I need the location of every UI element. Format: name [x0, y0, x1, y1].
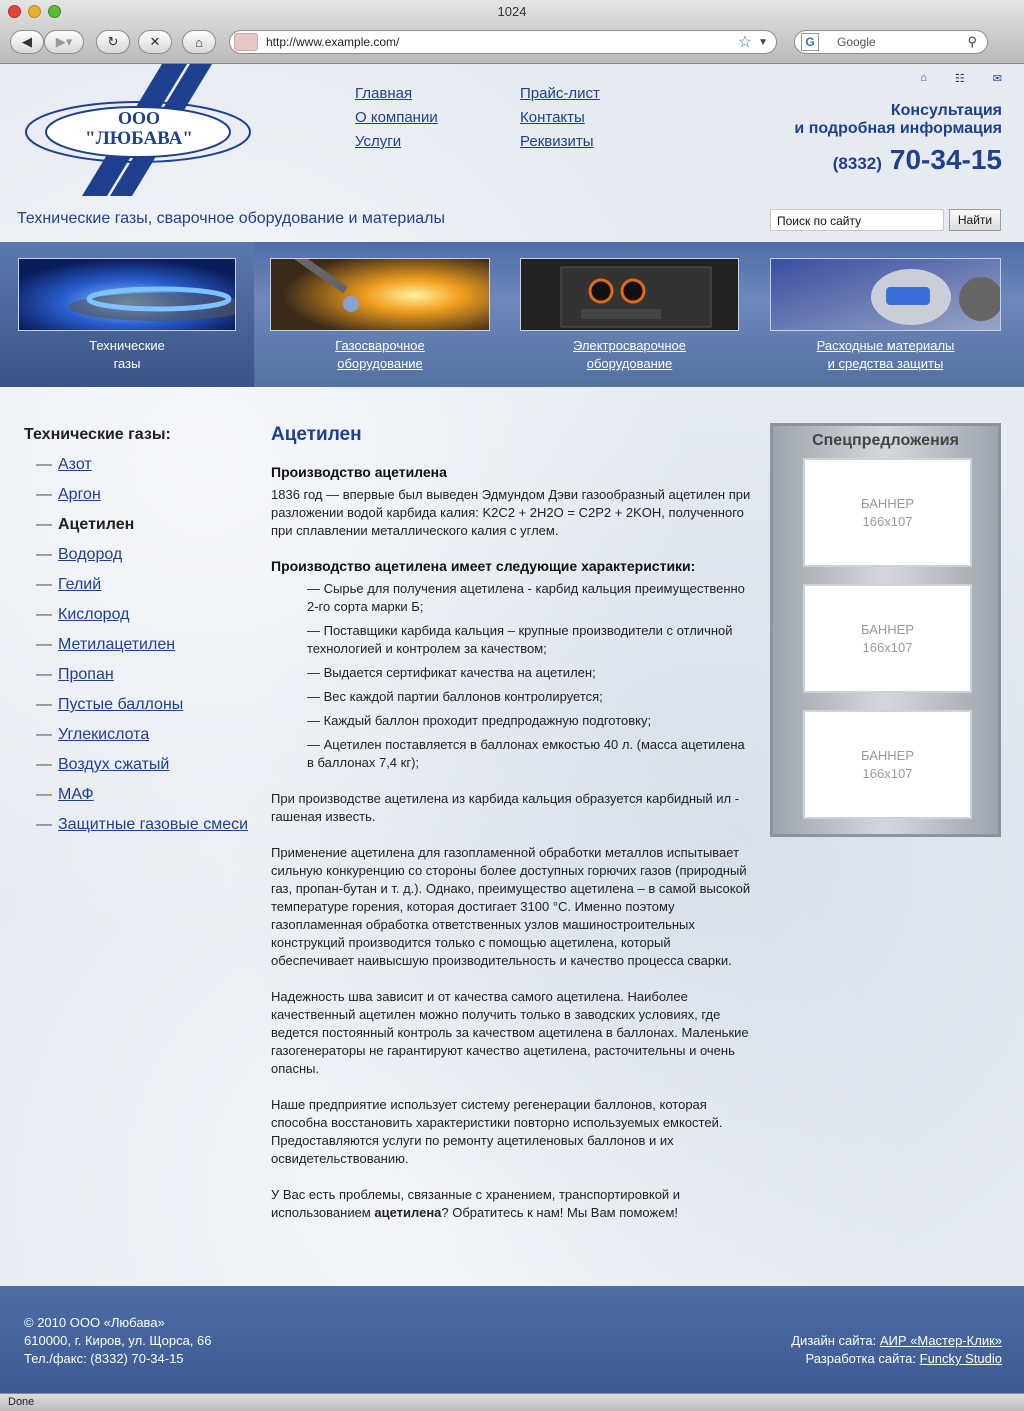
section-heading-characteristics: Производство ацетилена имеет следующие характеристики: — [271, 558, 696, 574]
banner-size: 166x107 — [862, 513, 913, 529]
article-paragraph-cta — [271, 1186, 755, 1222]
sidebar-item[interactable]: — Аргон — [36, 486, 101, 503]
footer-address: 610000, г. Киров, ул. Щорса, 66 — [24, 1333, 212, 1348]
address-input[interactable]: http://www.example.com/ — [266, 35, 400, 49]
home-icon: ⌂ — [195, 34, 203, 50]
banner-size: 166x107 — [862, 639, 913, 655]
sidebar-link[interactable]: Защитные газовые смеси — [58, 816, 249, 833]
nav-link-pricelist[interactable]: Прайс-лист — [520, 85, 600, 102]
back-button[interactable] — [10, 30, 44, 54]
cta-text-end: ? Обратитесь к нам! Мы Вам поможем! — [441, 1205, 678, 1220]
gas-welding-image — [270, 258, 490, 331]
category-gas-welding[interactable] — [270, 258, 490, 373]
sidebar-title: Технические газы: — [24, 426, 171, 443]
sidebar-item[interactable]: — Защитные газовые смеси — [36, 816, 249, 833]
sidebar-link[interactable]: Гелий — [58, 576, 102, 593]
list-item: — Выдается сертификат качества на ацетилен; — [307, 665, 596, 680]
status-bar: Done — [0, 1393, 1024, 1411]
sidebar-list — [36, 456, 248, 846]
sidebar-link-active: Ацетилен — [58, 516, 135, 533]
design-label: Дизайн сайта: — [791, 1333, 877, 1348]
banner-slot[interactable] — [803, 710, 972, 819]
sidebar-item[interactable]: — Пустые баллоны — [36, 696, 184, 713]
list-item: — Ацетилен поставляется в баллонах емкостью 40 л. (масса ацетилена в баллонах 7,4 кг); — [307, 737, 745, 770]
company-logo[interactable] — [22, 64, 258, 196]
web-page — [0, 64, 1024, 1393]
site-tagline: Технические газы, сварочное оборудование и материалы — [17, 210, 445, 227]
sidebar-item[interactable]: — Кислород — [36, 606, 130, 623]
article-paragraph: При производстве ацетилена из карбида кальция образуется карбидный ил - гашеная известь. — [271, 791, 740, 824]
sidebar-item[interactable]: — Водород — [36, 546, 123, 563]
list-item: — Каждый баллон проходит предпродажную подготовку; — [307, 713, 652, 728]
banner-slot[interactable] — [803, 584, 972, 693]
category-line-1: Расходные материалы — [816, 338, 955, 353]
banner-label: БАННЕР — [860, 747, 915, 763]
stop-button[interactable] — [138, 30, 172, 54]
sidebar-link[interactable]: Воздух сжатый — [58, 756, 170, 773]
consult-line-1: Консультация — [890, 102, 1002, 119]
reload-button[interactable] — [96, 30, 130, 54]
nav-link-about[interactable]: О компании — [355, 109, 438, 126]
site-search-input[interactable]: Поиск по сайту — [770, 209, 944, 231]
nav-link-contacts[interactable]: Контакты — [520, 109, 585, 126]
category-line-2: оборудование — [337, 356, 423, 371]
sidebar-link[interactable]: МАФ — [58, 786, 94, 803]
category-line-1: Газосварочное — [335, 338, 425, 353]
footer-credits — [791, 1332, 1002, 1368]
article-title: Ацетилен — [271, 424, 362, 445]
forward-button[interactable] — [44, 30, 84, 54]
sidebar-item[interactable]: — МАФ — [36, 786, 94, 803]
category-label-electric-welding[interactable] — [520, 337, 739, 373]
back-arrow-icon: ◀ — [22, 34, 32, 49]
article — [271, 424, 755, 1240]
reload-icon: ↻ — [107, 34, 119, 49]
google-icon[interactable]: G — [801, 33, 819, 51]
sidebar-link[interactable]: Пустые баллоны — [58, 696, 184, 713]
sidebar-item[interactable]: — Углекислота — [36, 726, 150, 743]
banner-size: 166x107 — [862, 765, 913, 781]
sidebar-link[interactable]: Пропан — [58, 666, 114, 683]
logo-line1: ООО — [117, 108, 161, 128]
article-paragraph: 1836 год — впервые был выведен Эдмундом Дэви газообразный ацетилен при разложении водой карбида калия: K2C2 + 2H2O = C2P2 + 2KOH, полученного при сплавлении металлического калия с углем. — [271, 487, 751, 538]
footer-phone: Тел./факс: (8332) 70-34-15 — [24, 1351, 184, 1366]
category-line-1: Технические — [89, 338, 165, 353]
welding-mask-image — [770, 258, 1001, 331]
consult-line-2: и подробная информация — [794, 120, 1002, 137]
sidebar-item[interactable]: — Гелий — [36, 576, 102, 593]
consultation-heading — [794, 102, 1002, 138]
phone-number: 70-34-15 — [889, 144, 1002, 175]
category-line-1: Электросварочное — [572, 338, 687, 353]
article-paragraph: Применение ацетилена для газопламенной обработки металлов испытывает сильную конкуренцию со стороны более доступных горючих газов (природный газ, пропан-бутан и т. д.). Однако, преимущество ацетилена – в самой высокой температуре горения, которая достигает 3100 °С. Именно поэтому газопламенная обработка ответственных узлов машиностроительных конструкций производится только с помощью ацетилена, который обеспечивает наивысшую производительность и качество процесса сварки. — [271, 845, 751, 968]
logo-line2: "ЛЮБАВА" — [85, 128, 193, 149]
sidebar-item[interactable]: — Метилацетилен — [36, 636, 176, 653]
section-heading-production: Производство ацетилена — [271, 464, 447, 480]
category-line-2: и средства защиты — [827, 356, 944, 371]
bookmark-star-icon[interactable]: ☆ — [737, 34, 753, 51]
list-item: — Сырье для получения ацетилена - карбид кальция преимущественно 2-го сорта марки Б; — [307, 581, 745, 614]
phone-code: (8332) — [832, 154, 882, 173]
sidebar-item[interactable]: — Пропан — [36, 666, 114, 683]
sidebar-link[interactable]: Метилацетилен — [58, 636, 176, 653]
top-nav-column-1 — [355, 82, 438, 154]
home-icon[interactable]: ⌂ — [920, 72, 927, 84]
search-icon[interactable]: ⚲ — [967, 34, 977, 49]
page-footer — [0, 1286, 1024, 1393]
sidebar-link[interactable]: Аргон — [58, 486, 101, 503]
forward-arrow-icon: ▶▾ — [55, 34, 73, 49]
design-credit-link[interactable]: АИР «Мастер-Клик» — [879, 1333, 1002, 1348]
sidebar-link[interactable]: Кислород — [58, 606, 130, 623]
mail-icon[interactable]: ✉ — [992, 73, 1002, 85]
category-technical-gases[interactable] — [18, 258, 236, 373]
banner-label: БАННЕР — [860, 621, 915, 637]
category-electric-welding[interactable] — [520, 258, 739, 373]
category-consumables[interactable] — [770, 258, 1001, 373]
article-paragraph: Наше предприятие использует систему регенерации баллонов, которая способна восстановить характеристики повторно используемых емкостей. Предоставляются услуги по ремонту ацетиленовых баллонов и их освидетельствованию. — [271, 1097, 723, 1166]
category-line-2: газы — [113, 356, 141, 371]
banner-slot[interactable] — [803, 458, 972, 567]
browser-chrome — [0, 0, 1024, 64]
window-title: 1024 — [497, 4, 527, 19]
sidebar-item-active: — Ацетилен — [36, 516, 135, 533]
banner-label: БАННЕР — [860, 495, 915, 511]
sidebar-item[interactable]: — Воздух сжатый — [36, 756, 170, 773]
special-offers-title: Спецпредложения — [812, 432, 959, 449]
sidebar-link[interactable]: Водород — [58, 546, 123, 563]
favicon-icon — [234, 33, 258, 51]
address-bar[interactable] — [229, 30, 777, 54]
electric-welding-image — [520, 258, 739, 331]
browser-search-input[interactable]: Google — [837, 35, 876, 49]
special-offers-panel — [770, 423, 1001, 837]
header-tool-icons — [920, 72, 1002, 85]
cta-bold: ацетилена — [374, 1205, 442, 1220]
dev-label: Разработка сайта: — [805, 1351, 916, 1366]
list-item: — Поставщики карбида кальция – крупные производители с отличной технологией и контролем за качеством; — [307, 623, 733, 656]
category-label-gas-welding[interactable] — [270, 337, 490, 373]
category-line-2: оборудование — [586, 356, 673, 371]
sidebar-item[interactable]: — Азот — [36, 456, 92, 473]
sidebar-link[interactable]: Углекислота — [58, 726, 150, 743]
article-paragraph: Надежность шва зависит и от качества самого ацетилена. Наиболее качественный ацетилен можно получить только в заводских условиях, где ведется постоянный контроль за качеством ацетилена в баллонах. Маленькие газогенераторы не гарантируют качество ацетилена, расточительны и очень опасны. — [271, 989, 749, 1076]
chevron-down-icon[interactable]: ▼ — [758, 36, 768, 48]
stop-icon: ✕ — [149, 34, 161, 49]
footer-contacts — [24, 1314, 212, 1368]
gas-flame-image — [18, 258, 236, 331]
home-button[interactable] — [182, 30, 216, 54]
footer-copyright: © 2010 ООО «Любава» — [24, 1315, 165, 1330]
sitemap-icon[interactable]: ☷ — [954, 73, 965, 85]
characteristics-list — [307, 580, 755, 772]
nav-link-requisites[interactable]: Реквизиты — [520, 133, 594, 150]
category-band — [0, 242, 1024, 387]
nav-link-home[interactable]: Главная — [355, 85, 413, 102]
top-nav-column-2 — [520, 82, 600, 154]
site-search-button[interactable]: Найти — [949, 209, 1001, 231]
nav-link-services[interactable]: Услуги — [355, 133, 402, 150]
sidebar-link[interactable]: Азот — [58, 456, 92, 473]
list-item: — Вес каждой партии баллонов контролируется; — [307, 689, 603, 704]
browser-search-box[interactable] — [794, 30, 988, 54]
category-label-consumables[interactable] — [770, 337, 1001, 373]
dev-credit-link[interactable]: Funcky Studio — [919, 1351, 1002, 1366]
cta-text: У Вас есть проблемы, связанные с хранением, транспортировкой и использованием — [271, 1187, 681, 1220]
phone-block — [833, 144, 1002, 176]
category-label-technical-gases — [18, 337, 236, 373]
